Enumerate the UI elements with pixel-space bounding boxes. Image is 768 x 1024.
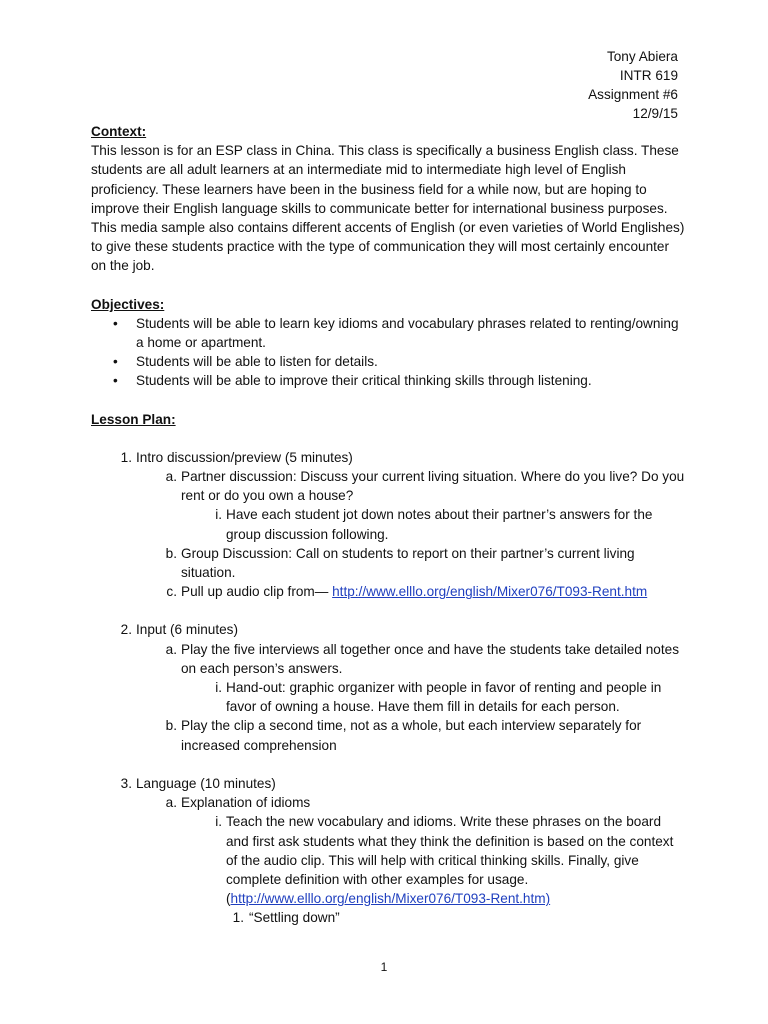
course-code: INTR 619 [619, 68, 678, 83]
lesson-step-2b: b. Play the clip a second time, not as a whole, but each interview separately for increased comprehension [165, 718, 642, 753]
lesson-step-1: 1. Intro discussion/preview (5 minutes) [120, 449, 353, 465]
assignment-number: Assignment #6 [588, 87, 678, 102]
objectives-title: Objectives: [91, 296, 165, 312]
lesson-plan-title: Lesson Plan: [91, 411, 176, 427]
lesson-step-3: 3. Language (10 minutes) [120, 775, 276, 791]
lesson-step-3a: a. Explanation of idioms [165, 795, 311, 811]
lesson-step-1a-i: i. Have each student jot down notes about their partner’s answers for the group discussion following. [215, 507, 653, 542]
context-title: Context: [91, 124, 147, 139]
objective-item: • Students will be able to improve their critical thinking skills through listening. [91, 371, 686, 390]
lesson-step-1c: c. Pull up audio clip from— http://www.elllo.org/english/Mixer076/T093-Rent.htm [166, 584, 648, 600]
date: 12/9/15 [632, 106, 678, 121]
objective-item: • Students will be able to learn key idioms and vocabulary phrases related to renting/owning a home or apartment. [91, 314, 686, 352]
lesson-step-2: 2. Input (6 minutes) [120, 622, 238, 638]
objective-item: • Students will be able to listen for details. [91, 352, 686, 371]
author-name: Tony Abiera [606, 49, 678, 64]
lesson-step-3a-i: i. Teach the new vocabulary and idioms. Write these phrases on the board and first ask students what they think the definition is based on the context of the audio clip. This will help with critical thinking skills. Finally, give complete definition with other examples for usage. (http://www.elllo.org/english/Mixer076/T093-Rent.htm) [215, 814, 674, 907]
context-paragraph: This lesson is for an ESP class in China. This class is specifically a business English class. These students are all adult learners at an intermediate mid to intermediate high level of English proficiency. These learners have been in the business field for a while now, but are hoping to improve their English language skills to communicate better for international business purposes. This media sample also contains different accents of English (or even varieties of World Englishes) to give these students practice with the type of communication they will most certainly encounter on the job. [91, 143, 685, 274]
page-number: 1 [380, 960, 388, 974]
audio-clip-link[interactable]: http://www.elllo.org/english/Mixer076/T093-Rent.htm [332, 584, 648, 600]
lesson-step-1a: a. Partner discussion: Discuss your current living situation. Where do you live? Do you rent or do you own a house? [165, 469, 685, 504]
document-body [91, 122, 686, 928]
lesson-step-2a-i: i. Hand-out: graphic organizer with people in favor of renting and people in favor of owning a house. Have them fill in details for each person. [215, 680, 662, 715]
header-block [588, 47, 678, 123]
objectives-list [91, 314, 686, 391]
lesson-step-3a-i-1: 1. “Settling down” [232, 910, 340, 926]
lesson-step-1b: b. Group Discussion: Call on students to report on their partner’s current living situation. [165, 545, 635, 581]
lesson-step-2a: a. Play the five interviews all together once and have the students take detailed notes on each person’s answers. [165, 641, 679, 676]
idioms-source-link[interactable]: http://www.elllo.org/english/Mixer076/T093-Rent.htm) [230, 891, 551, 907]
